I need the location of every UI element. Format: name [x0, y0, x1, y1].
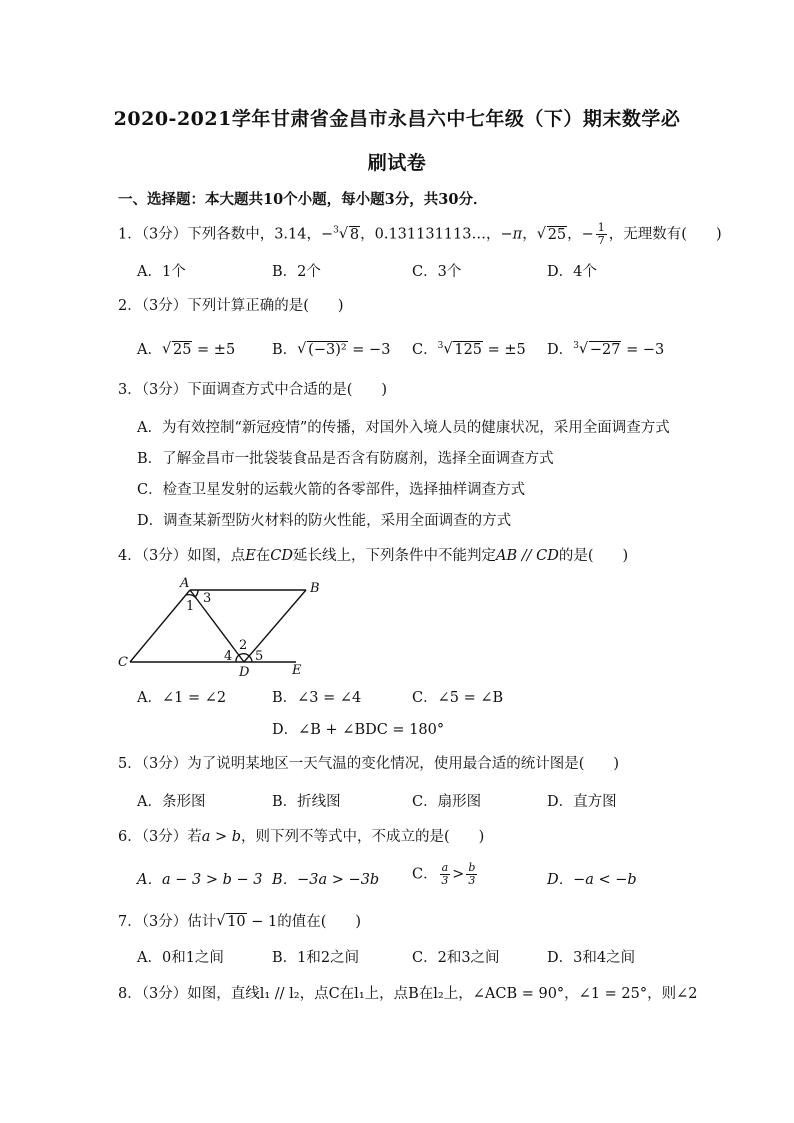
- q1-frac-sign: −: [581, 226, 594, 243]
- question-2-stem: 2．（3分）下列计算正确的是( ): [118, 298, 344, 314]
- q2-d-label: D．: [547, 342, 574, 358]
- segment-bd: [244, 590, 306, 662]
- q3-option-b[interactable]: B．了解金昌市一批袋装食品是否含有防腐剂，选择全面调查方式: [137, 451, 554, 467]
- q2-a-label: A．: [137, 342, 162, 358]
- q2-c-cbrt: [443, 342, 483, 358]
- q1-cbrt: [339, 227, 360, 243]
- q7-sqrt: [216, 914, 246, 930]
- q2-option-d[interactable]: [547, 338, 664, 359]
- q1-frac-num: 1: [597, 221, 605, 234]
- label-angle-3: 3: [203, 591, 212, 606]
- q6-stem-a: 6．（3分）若: [118, 829, 202, 845]
- q4-option-c[interactable]: C．∠5 = ∠B: [412, 690, 504, 706]
- q2-a-sqrt: [162, 342, 192, 358]
- q1-option-b[interactable]: B．2个: [272, 264, 321, 280]
- q1-option-d[interactable]: D．4个: [547, 264, 597, 280]
- q1-neg: −: [321, 226, 334, 243]
- question-3-stem: 3．（3分）下面调查方式中合适的是( ): [118, 382, 388, 398]
- q4-option-d[interactable]: D．∠B + ∠BDC = 180°: [272, 722, 445, 738]
- q2-d-cbrt: [579, 342, 622, 358]
- label-d: D: [239, 665, 250, 680]
- q4-stem-c: 延长线上，下列条件中不能判定: [293, 548, 497, 564]
- angle-4-arc: [236, 655, 239, 662]
- question-6-stem: [118, 825, 484, 846]
- q7-stem-a: 7．（3分）估计: [118, 914, 217, 930]
- q7-stem-b: − 1的值在( ): [246, 914, 362, 930]
- q6-option-b[interactable]: B．−3a > −3b: [272, 872, 380, 888]
- q1-sqrt: [537, 227, 567, 243]
- q6-c-frac2: [466, 862, 477, 887]
- q1-neg-pi: −π: [500, 226, 523, 243]
- page-title-line1: 2020-2021学年甘肃省金昌市永昌六中七年级（下）期末数学必: [113, 108, 681, 130]
- q4-line-cd: CD: [270, 548, 294, 564]
- q2-a-rhs: = ±5: [192, 342, 236, 358]
- q4-option-b[interactable]: B．∠3 = ∠4: [272, 690, 362, 706]
- q2-b-sqrt: [297, 342, 348, 358]
- q7-option-b[interactable]: B．1和2之间: [272, 950, 360, 966]
- q2-c-rhs: = ±5: [483, 342, 526, 358]
- q3-option-c[interactable]: C．检查卫星发射的运载火箭的各零部件，选择抽样调查方式: [137, 482, 526, 498]
- question-7-stem: [118, 910, 361, 931]
- q5-option-a[interactable]: A．条形图: [137, 794, 206, 810]
- page-title-line2: 刷试卷: [367, 152, 427, 174]
- question-1-stem: [118, 222, 722, 247]
- q6-c-den2: 3: [468, 874, 476, 887]
- q2-b-rhs: = −3: [347, 342, 391, 358]
- label-angle-2: 2: [239, 638, 248, 653]
- q3-option-d[interactable]: D．调查某新型防火材料的防火性能，采用全面调查的方式: [137, 513, 512, 529]
- q2-option-a[interactable]: [137, 338, 235, 359]
- label-angle-1: 1: [186, 599, 195, 614]
- q1-option-a[interactable]: A．1个: [137, 264, 186, 280]
- q2-b-label: B．: [272, 342, 298, 358]
- q1-prefix: 1．（3分）下列各数中，3.14，: [118, 226, 321, 243]
- q6-c-num2: b: [468, 861, 476, 874]
- question-5-stem: 5．（3分）为了说明某地区一天气温的变化情况，使用最合适的统计图是( ): [118, 756, 620, 772]
- q6-option-d[interactable]: D．−a < −b: [547, 872, 637, 888]
- q2-option-b[interactable]: [272, 338, 390, 359]
- q2-b-radicand: (−3)²: [308, 342, 347, 358]
- q2-d-index: 3: [573, 341, 579, 352]
- q7-radicand: 10: [227, 914, 246, 930]
- q6-c-gt: >: [452, 866, 465, 883]
- label-angle-4: 4: [224, 649, 233, 664]
- q3-option-a[interactable]: A．为有效控制“新冠疫情”的传播，对国外入境人员的健康状况，采用全面调查方式: [137, 420, 670, 436]
- q2-c-index: 3: [437, 341, 444, 352]
- q2-c-radicand: 125: [454, 342, 483, 358]
- q6-option-a[interactable]: A．a − 3 > b − 3: [137, 872, 263, 888]
- q2-d-radicand: −27: [589, 342, 621, 358]
- q5-option-d[interactable]: D．直方图: [547, 794, 617, 810]
- q4-stem-b: 在: [255, 548, 271, 564]
- label-a: A: [180, 576, 190, 591]
- q1-frac-den: 7: [597, 234, 605, 247]
- q1-suffix: ，无理数有( ): [608, 226, 722, 243]
- q6-condition: a > b: [201, 829, 241, 845]
- q7-option-a[interactable]: A．0和1之间: [137, 950, 224, 966]
- q1-mid: ，0.131131113…，: [360, 226, 501, 243]
- q1-cbrt-value: 8: [349, 226, 360, 243]
- label-angle-5: 5: [255, 649, 264, 664]
- q6-stem-b: ，则下列不等式中，不成立的是( ): [241, 829, 485, 845]
- q7-option-c[interactable]: C．2和3之间: [412, 950, 500, 966]
- q5-option-c[interactable]: C．扇形图: [412, 794, 482, 810]
- q2-option-c[interactable]: [412, 338, 526, 359]
- segment-ac: [130, 590, 190, 662]
- q1-fraction: [596, 222, 607, 247]
- q2-a-radicand: 25: [172, 342, 192, 358]
- section-heading: 一、选择题：本大题共10个小题，每小题3分，共30分．: [118, 191, 488, 208]
- q4-point-e: E: [245, 548, 256, 564]
- q7-option-d[interactable]: D．3和4之间: [547, 950, 636, 966]
- q4-geometry-figure: [118, 576, 348, 680]
- question-8-stem: 8．（3分）如图，直线l₁ // l₂，点C在l₁上，点B在l₂上，∠ACB = 90°，∠1 = 25°，则∠2: [118, 986, 698, 1002]
- q2-d-rhs: = −3: [621, 342, 665, 358]
- q1-option-c[interactable]: C．3个: [412, 264, 462, 280]
- q6-c-label: C．: [412, 866, 438, 883]
- q6-c-num1: a: [441, 861, 449, 874]
- q1-cbrt-index: 3: [333, 225, 339, 236]
- question-4-stem: [118, 544, 628, 565]
- q1-sqrt-value: 25: [547, 226, 567, 243]
- q6-c-frac1: [440, 862, 451, 887]
- label-c: C: [118, 655, 128, 670]
- q2-c-label: C．: [412, 342, 438, 358]
- q4-option-a[interactable]: A．∠1 = ∠2: [137, 690, 227, 706]
- angle-3-arc: [195, 590, 198, 597]
- q1-comma: ，: [522, 226, 537, 243]
- q1-comma2: ，: [567, 226, 582, 243]
- q6-c-den1: 3: [441, 874, 449, 887]
- q4-stem-d: 的是( ): [558, 548, 629, 564]
- q5-option-b[interactable]: B．折线图: [272, 794, 341, 810]
- q4-parallel: AB // CD: [496, 548, 559, 564]
- q6-option-c[interactable]: [412, 862, 479, 887]
- q4-stem-a: 4．（3分）如图，点: [118, 548, 246, 564]
- angle-2-arc: [239, 654, 249, 656]
- angle-5-arc: [249, 656, 252, 662]
- label-e: E: [292, 663, 302, 678]
- label-b: B: [310, 581, 320, 596]
- segment-ad: [190, 590, 244, 662]
